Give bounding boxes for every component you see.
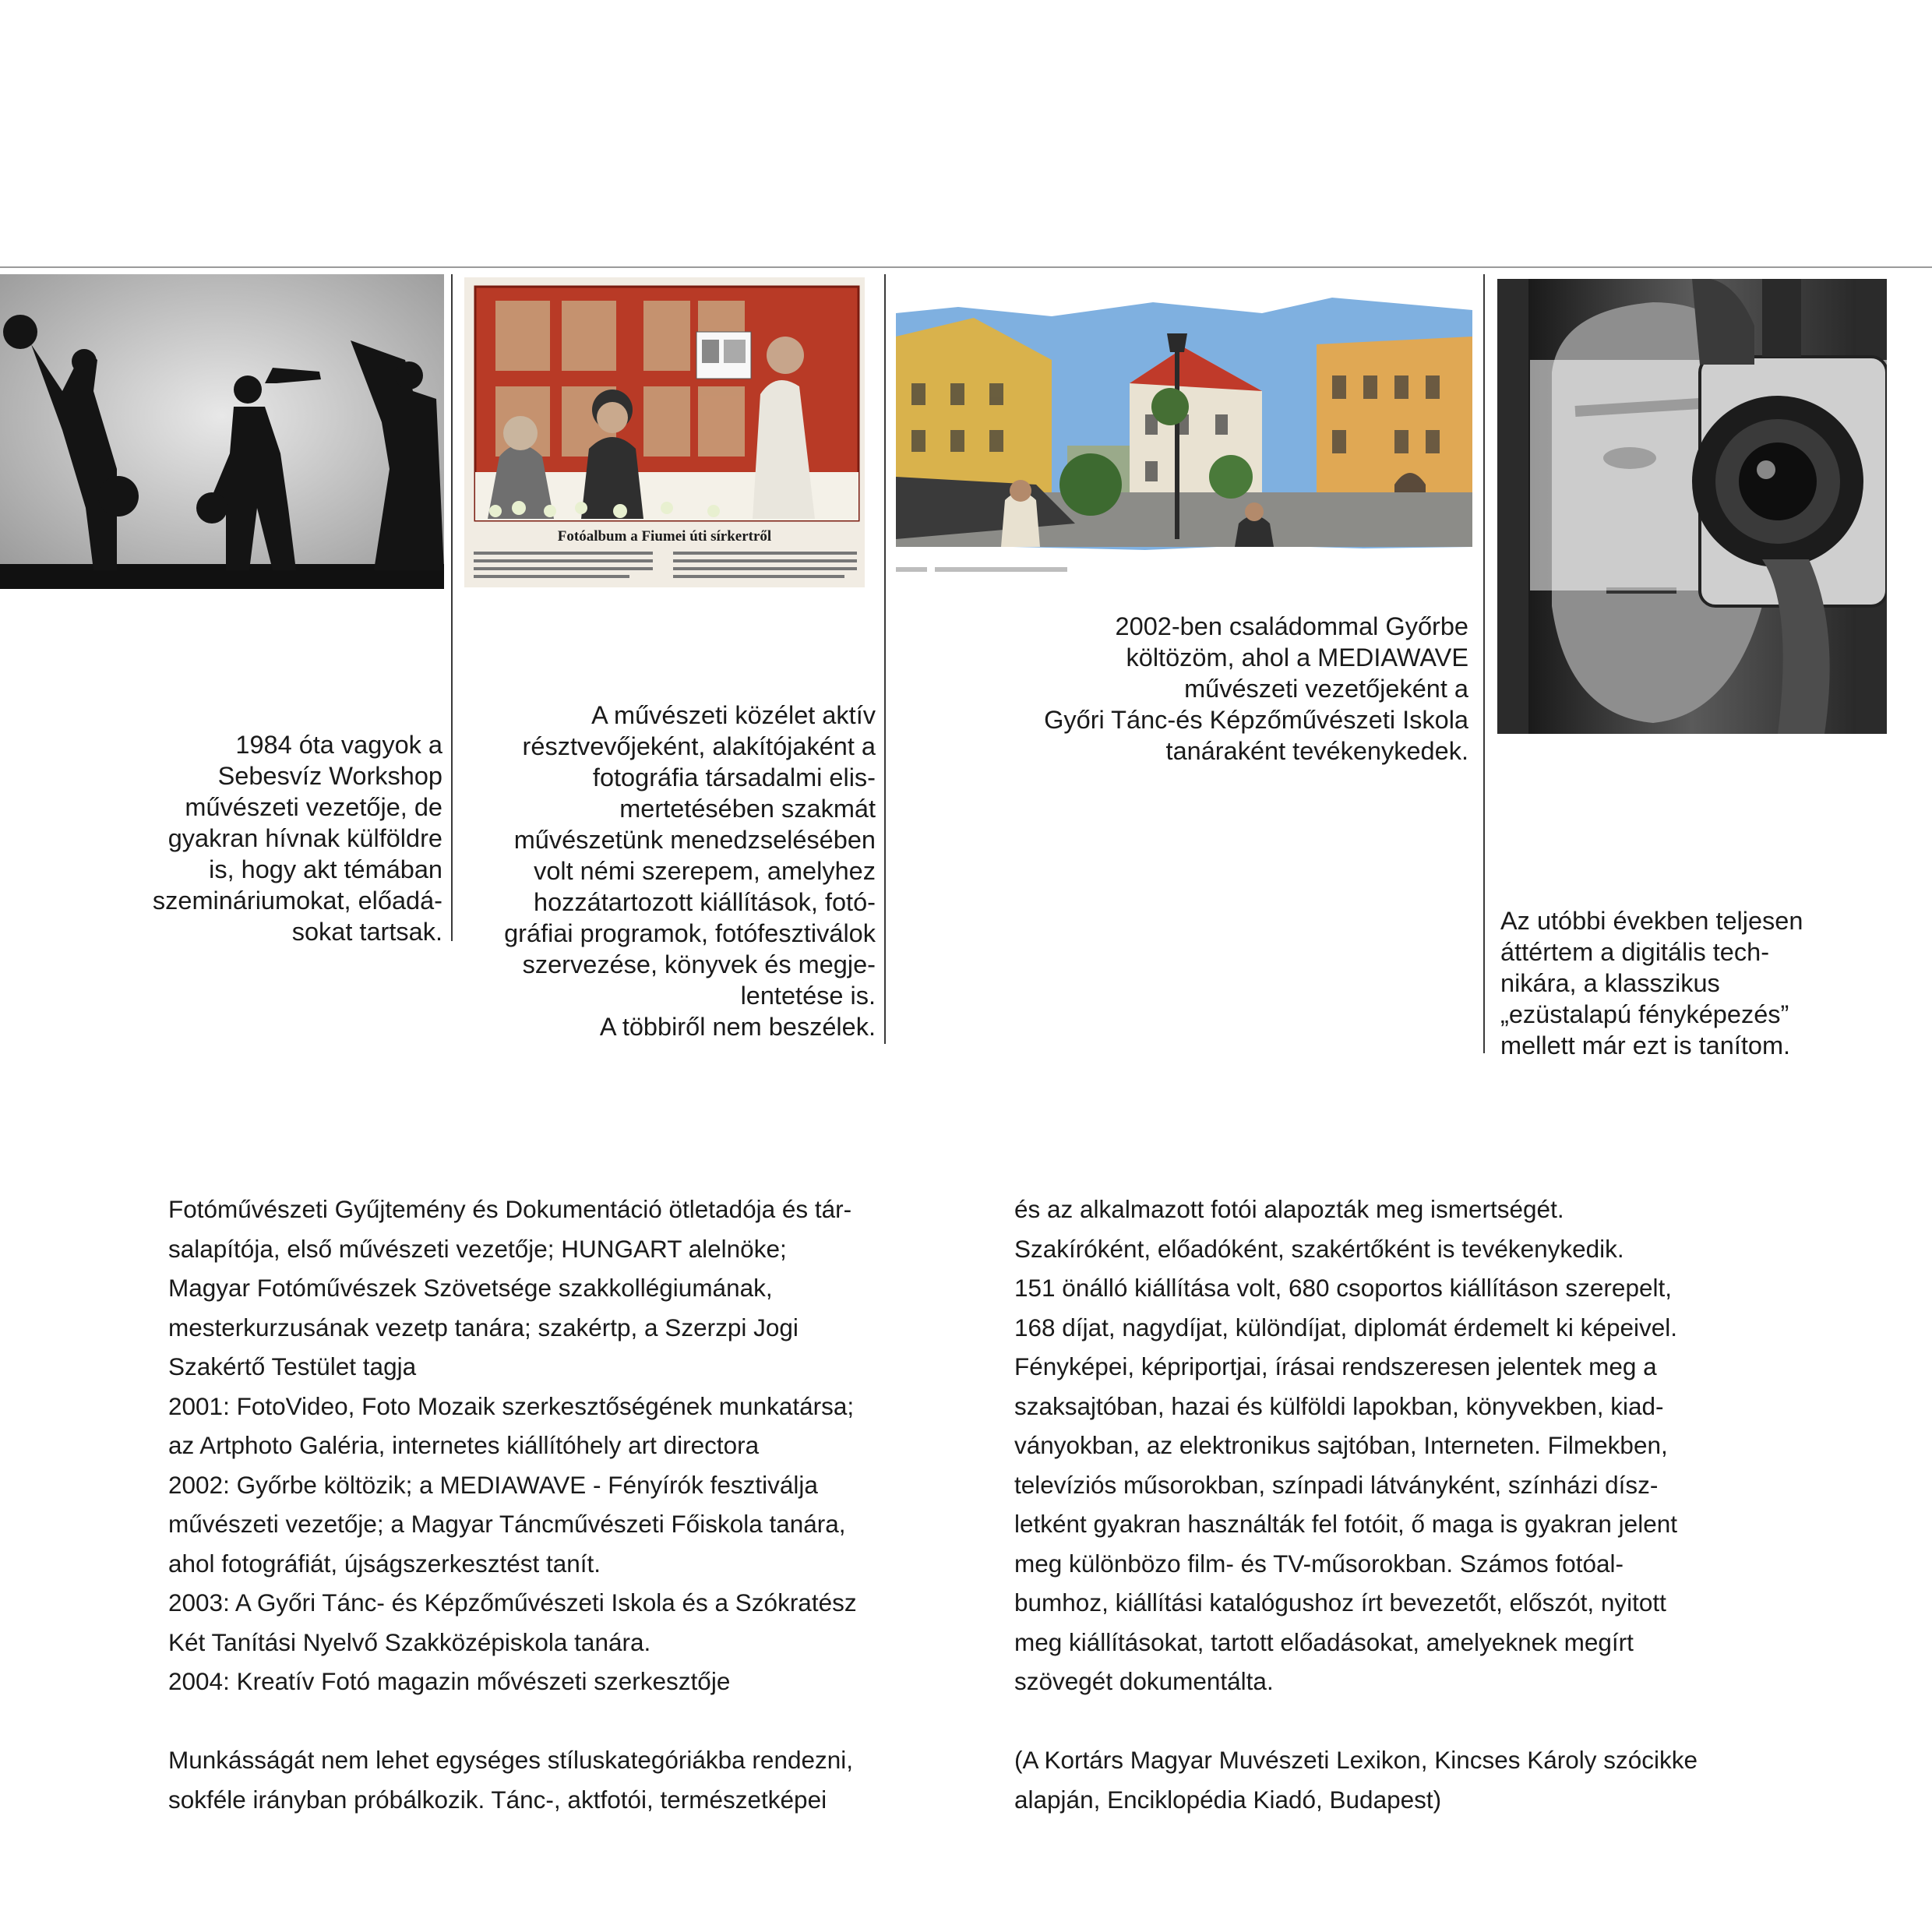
caption-line: sokat tartsak.	[291, 918, 442, 946]
caption-line: 1984 óta vagyok a	[235, 731, 442, 759]
column-rule-2	[884, 274, 886, 1044]
body-line: 2004: Kreatív Fotó magazin mővészeti szerkesztője	[168, 1667, 731, 1695]
caption-line: volt némi szerepem, amelyhez	[534, 857, 876, 885]
caption-line: hozzátartozott kiállítások, fotó-	[534, 888, 876, 916]
column-rule-1	[451, 274, 453, 941]
caption-line: fotográfia társadalmi elis-	[592, 763, 876, 791]
body-line: meg kiállításokat, tartott előadásokat, amelyeknek megírt	[1014, 1627, 1634, 1656]
body-line: 2001: FotoVideo, Foto Mozaik szerkesztőségének munkatársa;	[168, 1391, 855, 1420]
top-divider	[0, 266, 1932, 268]
body-line: sokféle irányban próbálkozik. Tánc-, aktfotói, természetképei	[168, 1785, 827, 1814]
body-line: ványokban, az elektronikus sajtóban, Interneten. Filmekben,	[1014, 1431, 1668, 1459]
caption-line: gyakran hívnak külföldre	[167, 824, 442, 852]
body-line: 151 önálló kiállítása volt, 680 csoportos kiállításon szerepelt,	[1014, 1274, 1672, 1302]
caption-line: lentetése is.	[740, 982, 876, 1010]
caption-line: gráfiai programok, fotófesztiválok	[504, 919, 876, 947]
body-line: és az alkalmazott fotói alapozták meg ismertségét.	[1014, 1195, 1564, 1223]
body-line: salapítója, első művészeti vezetője; HUNGART alelnöke;	[168, 1234, 787, 1263]
body-line: letként gyakran használták fel fotóit, ő maga is gyakran jelent	[1014, 1510, 1677, 1538]
caption-line: szemináriumokat, előadá-	[152, 887, 442, 915]
body-line: 2002: Győrbe költözik; a MEDIAWAVE - Fényírók fesztiválja	[168, 1470, 818, 1499]
body-line: (A Kortárs Magyar Muvészeti Lexikon, Kincses Károly szócikke	[1014, 1746, 1698, 1774]
caption-line: nikára, a klasszikus	[1500, 969, 1720, 997]
body-line: Szakértő Testület tagja	[168, 1352, 417, 1380]
caption-column-3	[1044, 611, 1468, 767]
caption-line: 2002-ben családommal Győrbe	[1115, 612, 1468, 640]
body-line: Magyar Fotóművészek Szövetsége szakkollégiumának,	[168, 1274, 773, 1302]
body-line: Fényképei, képriportjai, írásai rendszeresen jelentek meg a	[1014, 1352, 1657, 1380]
caption-line: is, hogy akt témában	[209, 855, 442, 883]
caption-line: A többiről nem beszélek.	[599, 1013, 876, 1041]
body-line: Munkásságát nem lehet egységes stíluskategóriákba rendezni,	[168, 1746, 854, 1774]
body-line: Fotóművészeti Gyűjtemény és Dokumentáció ötletadója és tár-	[168, 1195, 852, 1223]
body-line: televíziós műsorokban, színpadi látványként, színházi dísz-	[1014, 1470, 1659, 1499]
body-line: Két Tanítási Nyelvő Szakközépiskola tanára.	[168, 1627, 651, 1656]
body-line: szövegét dokumentálta.	[1014, 1667, 1274, 1695]
body-line: 2003: A Győri Tánc- és Képzőművészeti Iskola és a Szókratész	[168, 1588, 857, 1616]
caption-line: tanáraként tevékenykedek.	[1165, 737, 1468, 765]
body-line: ahol fotográfiát, újságszerkesztést tanít.	[168, 1549, 601, 1578]
caption-line: mertetésében szakmát	[619, 795, 876, 823]
body-text-left	[168, 1190, 857, 1819]
caption-line: Az utóbbi években teljesen	[1500, 907, 1803, 935]
caption-line: Győri Tánc-és Képzőművészeti Iskola	[1044, 706, 1468, 734]
body-line: szaksajtóban, hazai és külföldi lapokban, könyvekben, kiad-	[1014, 1391, 1664, 1420]
newspaper-clipping-photo	[464, 277, 865, 587]
caption-line: művészeti vezetőjeként a	[1184, 675, 1468, 703]
caption-column-1	[153, 729, 442, 947]
caption-line: szervezése, könyvek és megje-	[522, 950, 876, 978]
caption-line: „ezüstalapú fényképezés”	[1500, 1000, 1789, 1028]
body-text-right	[1014, 1190, 1698, 1819]
body-line: bumhoz, kiállítási katalógushoz írt bevezetőt, előszót, nyitott	[1014, 1588, 1666, 1616]
caption-line: A művészeti közélet aktív	[591, 701, 876, 729]
body-line: alapján, Enciklopédia Kiadó, Budapest)	[1014, 1785, 1442, 1814]
photographer-with-camera-portrait	[1497, 279, 1887, 734]
dancer-silhouettes-photo	[0, 274, 444, 589]
caption-line: áttértem a digitális tech-	[1500, 938, 1770, 966]
gyor-town-square-panorama-photo	[896, 290, 1472, 578]
body-line: 168 díjat, nagydíjat, különdíjat, diplomát érdemelt ki képeivel.	[1014, 1313, 1677, 1341]
paragraph-gap	[1014, 1701, 1698, 1741]
column-rule-3	[1483, 274, 1485, 1053]
caption-line: Sebesvíz Workshop	[217, 762, 442, 790]
caption-line: művészeti vezetője, de	[185, 793, 442, 821]
caption-column-4	[1500, 905, 1803, 1061]
body-line: meg különbözo film- és TV-műsorokban. Számos fotóal-	[1014, 1549, 1624, 1578]
paragraph-gap	[168, 1701, 857, 1741]
body-line: az Artphoto Galéria, internetes kiállítóhely art directora	[168, 1431, 760, 1459]
newspaper-headline: Fotóalbum a Fiumei úti sírkertről	[557, 528, 772, 545]
body-line: művészeti vezetője; a Magyar Táncművészeti Főiskola tanára,	[168, 1510, 846, 1538]
caption-column-2	[504, 700, 876, 1042]
body-line: Szakíróként, előadóként, szakértőként is tevékenykedik.	[1014, 1234, 1624, 1263]
body-line: mesterkurzusának vezetp tanára; szakértp, a Szerzpi Jogi	[168, 1313, 799, 1341]
caption-line: résztvevőjeként, alakítójaként a	[522, 732, 876, 760]
caption-line: mellett már ezt is tanítom.	[1500, 1031, 1791, 1059]
caption-line: művészetünk menedzselésében	[513, 826, 876, 854]
caption-line: költözöm, ahol a MEDIAWAVE	[1126, 643, 1468, 672]
